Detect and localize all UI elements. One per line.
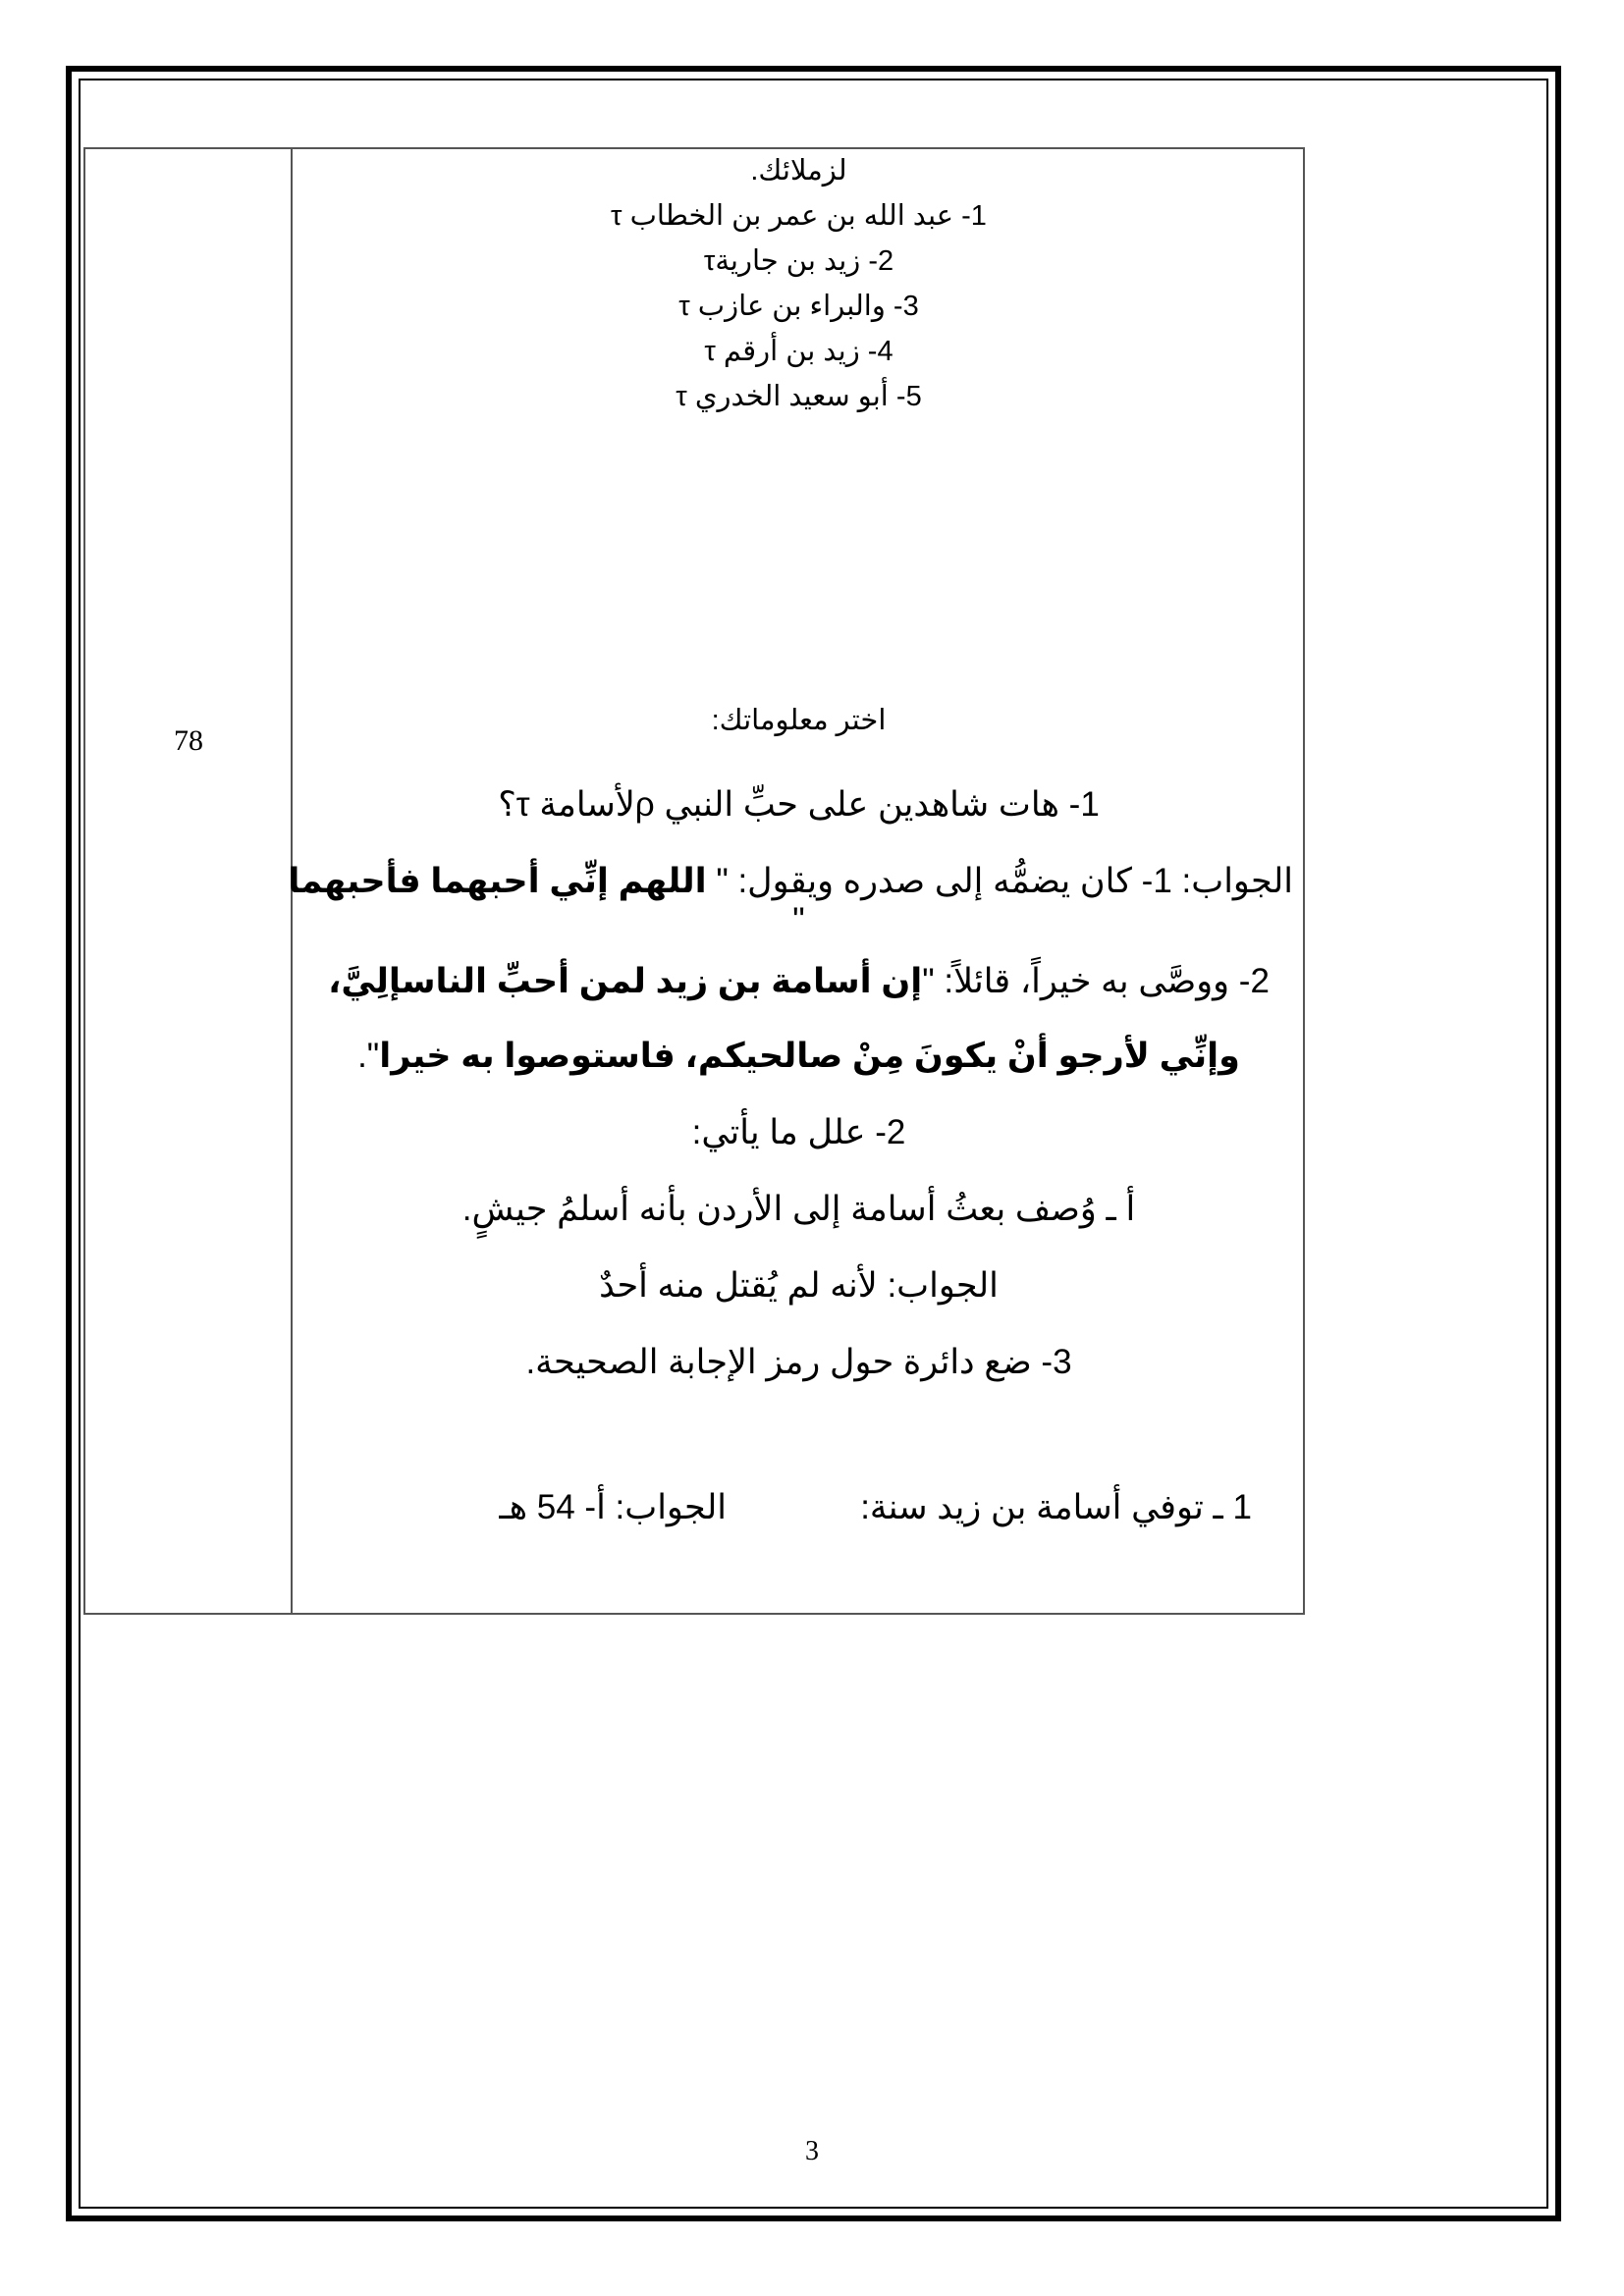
- question-3: 3- ضع دائرة حول رمز الإجابة الصحيحة.: [525, 1343, 1072, 1381]
- row-number: 78: [174, 724, 203, 757]
- table-content-cell: [288, 147, 1303, 1613]
- answer-1-second-line: [295, 962, 1303, 1001]
- section-heading: اختر معلوماتك:: [711, 705, 887, 736]
- companion-item: 5- أبو سعيد الخدري τ: [676, 381, 922, 412]
- answer-1-second-prefix: 2- ووصَّى به خيراً، قائلاً: ": [922, 962, 1270, 1000]
- answer-1-line: [288, 862, 1303, 901]
- page-number: 3: [805, 2136, 819, 2166]
- question-1: 1- هات شاهدين على حبِّ النبي ρلأسامة τ؟: [498, 785, 1100, 824]
- question-2: 2- علل ما يأتي:: [691, 1113, 906, 1151]
- question-3-answer: الجواب: أ- 54 هـ: [499, 1488, 727, 1526]
- intro-line: لزملائك.: [750, 155, 847, 187]
- companion-item: 1- عبد الله بن عمر بن الخطاب τ: [611, 200, 987, 232]
- answer-1-second-quote-b: وإنِّي لأرجو أنْ يكونَ مِنْ صالحيكم، فاستوصوا به خيرا: [379, 1037, 1240, 1075]
- companion-item: 3- والبراء بن عازب τ: [678, 291, 919, 322]
- answer-1-third-line: [295, 1037, 1303, 1076]
- answer-1-second-close: ".: [357, 1037, 380, 1075]
- answer-1-quote: اللهم إنِّي أحبهما فأحبهما: [288, 862, 717, 900]
- companion-item: 2- زيد بن جاريةτ: [703, 245, 894, 277]
- companion-item: 4- زيد بن أرقم τ: [704, 336, 893, 367]
- answer-1-close-quote: ": [792, 901, 805, 939]
- question-2-item: أ ـ وُصف بعثُ أسامة إلى الأردن بأنه أسلمُ جيشٍ.: [461, 1190, 1136, 1228]
- answer-1-second-quote-a: إن أسامة بن زيد لمن أحبِّ الناسإلِيَّ،: [328, 962, 923, 1000]
- question-2-answer: الجواب: لأنه لم يُقتل منه أحدٌ: [599, 1266, 999, 1305]
- question-3-item: 1 ـ توفي أسامة بن زيد سنة:: [860, 1488, 1252, 1526]
- answer-1-prefix: الجواب: 1- كان يضمُّه إلى صدره ويقول: ": [716, 862, 1293, 900]
